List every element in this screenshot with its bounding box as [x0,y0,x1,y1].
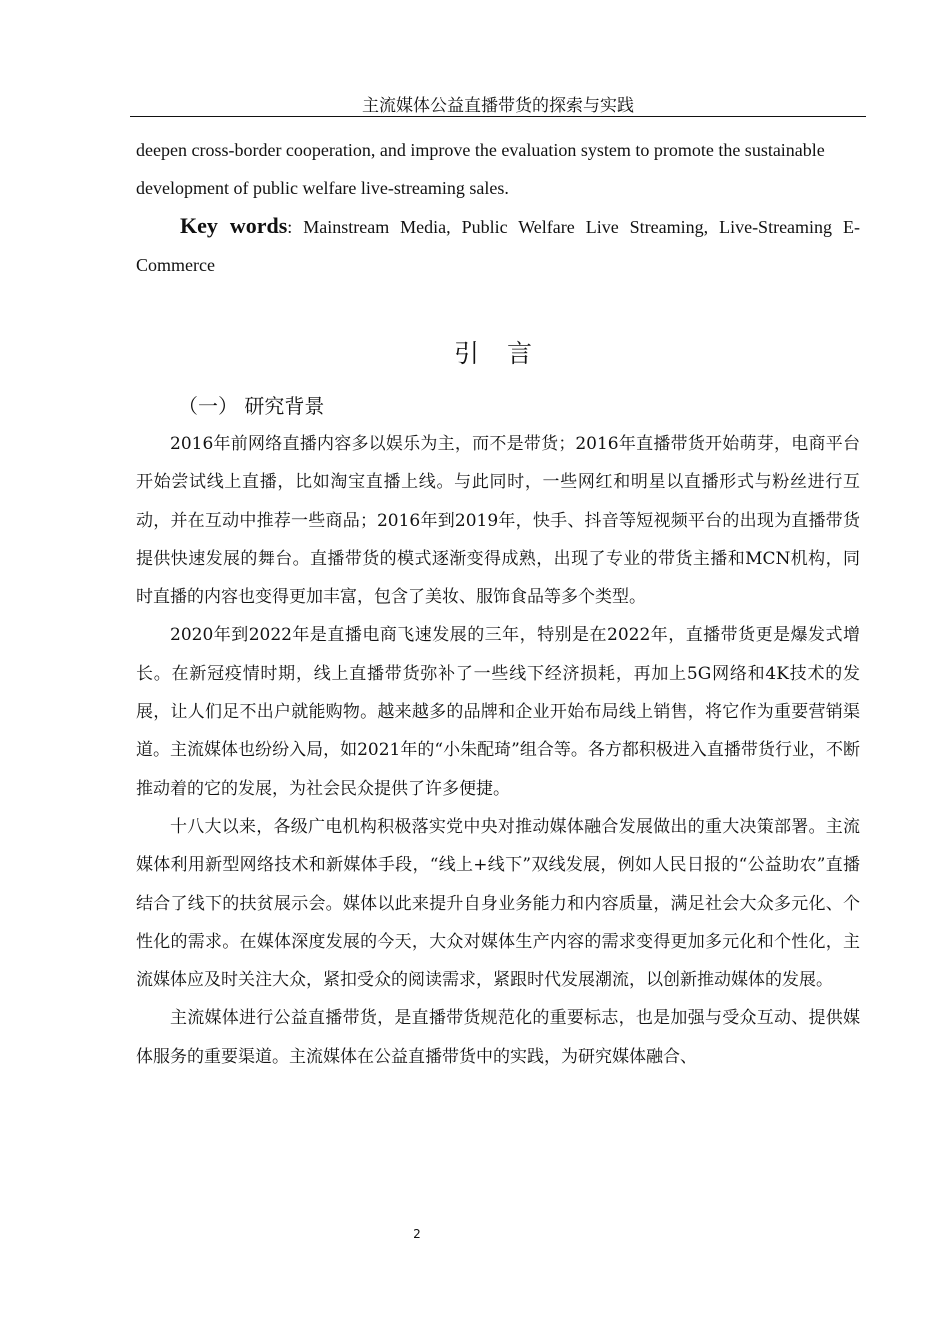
abstract-line-1: deepen cross-border cooperation, and improve the evaluation system to promote the sustainable [136,140,825,160]
keywords-line [136,207,860,246]
paragraph-4: 主流媒体进行公益直播带货，是直播带货规范化的重要标志，也是加强与受众互动、提供媒体服务的重要渠道。主流媒体在公益直播带货中的实践，为研究媒体融合、 [136,1008,860,1067]
subheading-research-background: （一） 研究背景 [178,394,325,418]
paragraph-2: 2020年到2022年是直播电商飞速发展的三年，特别是在2022年，直播带货更是爆发式增长。在新冠疫情时期，线上直播带货弥补了一些线下经济损耗，再加上5G网络和4K技术的发展，让人们足不出户就能购物。越来越多的品牌和企业开始布局线上销售，将它作为重要营销渠道。主流媒体也纷纷入局，如2021年的“小朱配琦”组合等。各方都积极进入直播带货行业，不断推动着的它的发展，为社会民众提供了许多便捷。 [136,625,860,799]
body-text [136,425,860,1076]
abstract-en-continuation [136,131,860,284]
running-header: 主流媒体公益直播带货的探索与实践 [362,96,634,116]
abstract-line-2: development of public welfare live-streaming sales. [136,178,509,198]
keywords-text: Mainstream Media, Public Welfare Live Streaming, Live-Streaming E- [303,217,860,237]
keywords-line-2: Commerce [136,255,215,275]
paragraph-3: 十八大以来，各级广电机构积极落实党中央对推动媒体融合发展做出的重大决策部署。主流媒体利用新型网络技术和新媒体手段，“线上+线下”双线发展，例如人民日报的“公益助农”直播结合了线下的扶贫展示会。媒体以此来提升自身业务能力和内容质量，满足社会大众多元化、个性化的需求。在媒体深度发展的今天，大众对媒体生产内容的需求变得更加多元化和个性化，主流媒体应及时关注大众，紧扣受众的阅读需求，紧跟时代发展潮流，以创新推动媒体的发展。 [136,816,860,991]
keywords-label: Key words [180,213,288,238]
keywords-separator: : [287,217,304,237]
paragraph-1: 2016年前网络直播内容多以娱乐为主，而不是带货；2016年直播带货开始萌芽，电商平台开始尝试线上直播，比如淘宝直播上线。与此同时，一些网红和明星以直播形式与粉丝进行互动，并在互动中推荐一些商品；2016年到2019年，快手、抖音等短视频平台的出现为直播带货提供快速发展的舞台。直播带货的模式逐渐变得成熟，出现了专业的带货主播和MCN机构，同时直播的内容也变得更加丰富，包含了美妆、服饰食品等多个类型。 [136,434,860,608]
page-number: 2 [413,1227,421,1241]
section-title: 引 言 [454,339,542,368]
header-rule [130,116,866,117]
